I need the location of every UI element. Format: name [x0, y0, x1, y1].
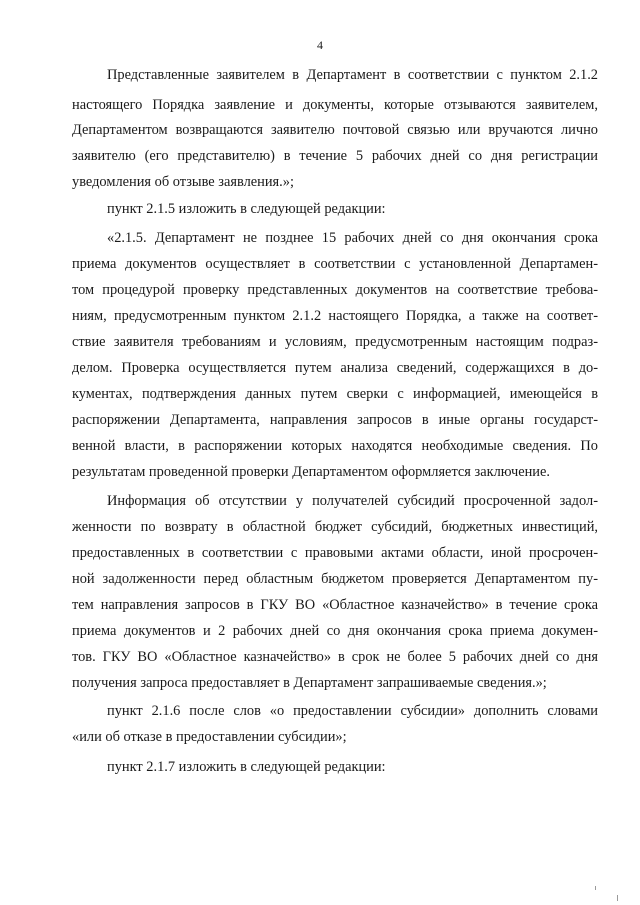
text-line: том процедурой проверку представленных документов на соответствие требова- [72, 282, 598, 298]
text-line: ствие заявителя требованиям и условиям, предусмотренным настоящим подраз- [72, 334, 598, 350]
text-line: венной власти, в распоряжении которых находятся необходимые сведения. По [72, 438, 598, 454]
text-line: предоставленных в соответствии с правовыми актами области, иной просрочен- [72, 545, 598, 561]
text-line: настоящего Порядка заявление и документы, которые отзываются заявителем, [72, 97, 598, 113]
text-line: тем направления запросов в ГКУ ВО «Областное казначейство» в течение срока [72, 597, 598, 613]
scan-artifact [595, 886, 596, 890]
text-line: заявителю (его представителю) в течение 5 рабочих дней со дня регистрации [72, 148, 598, 164]
text-line: женности по возврату в областной бюджет субсидий, бюджетных инвестиций, [72, 519, 598, 535]
page-number: 4 [317, 38, 323, 52]
scan-artifact [617, 895, 618, 901]
text-line: пункт 2.1.5 изложить в следующей редакции: [107, 201, 386, 217]
text-line: распоряжении Департамента, направления запросов в иные органы государст- [72, 412, 598, 428]
text-line: получения запроса предоставляет в Департамент запрашиваемые сведения.»; [72, 675, 547, 691]
text-line: ниям, предусмотренным пунктом 2.1.2 настоящего Порядка, а также на соответ- [72, 308, 598, 324]
text-line: делом. Проверка осуществляется путем анализа сведений, содержащихся в до- [72, 360, 598, 376]
text-line: ной задолженности перед областным бюджетом проверяется Департаментом пу- [72, 571, 598, 587]
text-line: Представленные заявителем в Департамент в соответствии с пунктом 2.1.2 [107, 67, 598, 83]
text-line: «2.1.5. Департамент не позднее 15 рабочих дней со дня окончания срока [107, 230, 598, 246]
text-line: кументах, подтверждения данных путем сверки с информацией, имеющейся в [72, 386, 598, 402]
text-line: результатам проведенной проверки Департаментом оформляется заключение. [72, 464, 550, 480]
text-line: Департаментом возвращаются заявителю почтовой связью или вручаются лично [72, 122, 598, 138]
text-line: уведомления об отзыве заявления.»; [72, 174, 294, 190]
text-line: пункт 2.1.7 изложить в следующей редакции: [107, 759, 386, 775]
text-line: приема документов осуществляет в соответствии с установленной Департамен- [72, 256, 598, 272]
text-line: тов. ГКУ ВО «Областное казначейство» в срок не более 5 рабочих дней со дня [72, 649, 598, 665]
text-line: «или об отказе в предоставлении субсидии»; [72, 729, 347, 745]
text-line: Информация об отсутствии у получателей субсидий просроченной задол- [107, 493, 598, 509]
text-line: пункт 2.1.6 после слов «о предоставлении субсидии» дополнить словами [107, 703, 598, 719]
text-line: приема документов и 2 рабочих дней со дня окончания срока приема докумен- [72, 623, 598, 639]
